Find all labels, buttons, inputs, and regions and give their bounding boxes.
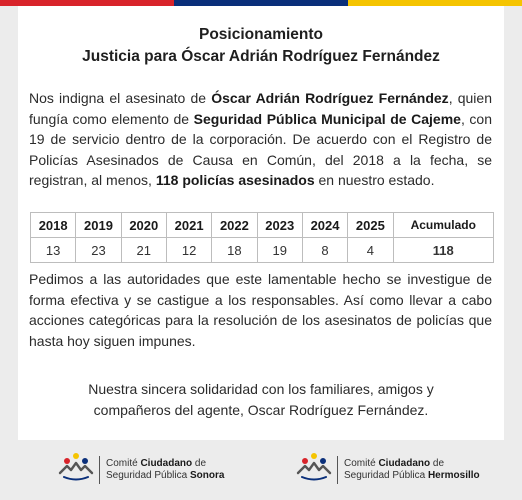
table-cell-cumulative: 118 [393, 238, 494, 263]
intro-text-1: Nos indigna el asesinato de [29, 90, 212, 106]
solidarity-line-1: Nuestra sincera solidaridad con los familiares, amigos y [88, 381, 434, 397]
table-cell: 23 [76, 238, 121, 263]
demand-paragraph: Pedimos a las autoridades que este lamentable hecho se investigue de forma efectiva y se castigue a los responsables. Así como llevar a cabo acciones categóricas para la resolución de los asesinatos de policías que hasta hoy siguen impunes. [29, 271, 492, 349]
title-line-2: Justicia para Óscar Adrián Rodríguez Fernández [82, 48, 440, 65]
table-header: 2022 [212, 213, 257, 238]
total-killed-highlight: 118 policías asesinados [155, 172, 315, 188]
table-cell: 18 [212, 238, 257, 263]
table-header: 2024 [302, 213, 347, 238]
logo-text [106, 458, 224, 482]
victim-name: Óscar Adrián Rodríguez Fernández [211, 90, 449, 106]
intro-text-2: , quien fungía como elemento de [29, 90, 492, 127]
solidarity-paragraph [18, 379, 504, 421]
logo-text [344, 458, 480, 482]
table-cell: 19 [257, 238, 302, 263]
table-header: 2023 [257, 213, 302, 238]
logo-word: Ciudadano [378, 457, 431, 469]
logo-word: de [430, 457, 445, 469]
logo-line-2 [106, 470, 224, 482]
table-cell: 13 [31, 238, 76, 263]
logo-divider [99, 456, 100, 484]
title-line-1: Posicionamiento [198, 26, 324, 43]
logo-word: Comité [106, 457, 141, 469]
table-cell: 21 [121, 238, 166, 263]
corporation-name: Seguridad Pública Municipal de Cajeme [193, 110, 461, 127]
table-header-cumulative: Acumulado [393, 213, 494, 238]
logo-word: Comité [344, 457, 379, 469]
table-cell: 12 [166, 238, 211, 263]
table-header: 2020 [121, 213, 166, 238]
table-header: 2021 [166, 213, 211, 238]
ccsp-logo-icon [58, 451, 94, 488]
logo-divider [337, 456, 338, 484]
logo-line-2 [344, 470, 480, 482]
table-cell: 4 [348, 238, 393, 263]
table-header: 2019 [76, 213, 121, 238]
table-row [31, 238, 494, 263]
table-header: 2025 [348, 213, 393, 238]
logo-word: de [192, 457, 207, 469]
ccsp-logo-icon [296, 451, 332, 488]
statement-title [18, 24, 504, 68]
table-header: 2018 [31, 213, 76, 238]
logo-line-1 [106, 458, 224, 470]
logo-word: Hermosillo [427, 469, 480, 481]
logo-line-1 [344, 458, 480, 470]
logo-word: Ciudadano [140, 457, 193, 469]
table-cell: 8 [302, 238, 347, 263]
intro-paragraph [29, 88, 492, 191]
statement-card [18, 6, 504, 440]
table-header-row [31, 213, 494, 238]
killed-police-table [30, 212, 494, 263]
logo-word: Sonora [189, 469, 225, 481]
logo-word: Seguridad Pública [106, 469, 190, 481]
solidarity-line-2: compañeros del agente, Oscar Rodríguez Fernández. [93, 402, 429, 418]
logo-ccsp-hermosillo [296, 451, 480, 488]
intro-text-4: en nuestro estado. [314, 172, 435, 188]
intro-text-3: , con 19 de servicio dentro de la corporación. De acuerdo con el Registro de Policías Asesinados de Causa en Común, del 2018 a la fecha, se registran, al menos, [29, 110, 492, 188]
logo-ccsp-sonora [58, 451, 224, 488]
logo-word: Seguridad Pública [344, 469, 428, 481]
